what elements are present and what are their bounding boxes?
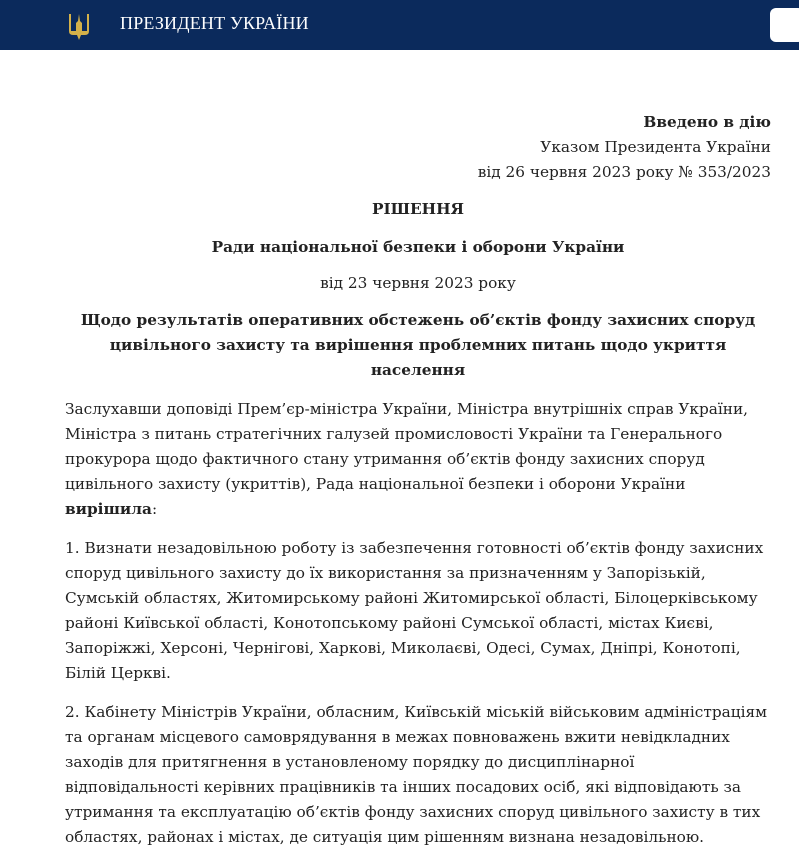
trident-icon[interactable]: [67, 11, 91, 41]
search-icon: [770, 8, 799, 42]
enacted-by-line: Указом Президента України: [540, 138, 771, 156]
site-title[interactable]: ПРЕЗИДЕНТ УКРАЇНИ: [120, 13, 309, 33]
council-name: Ради національної безпеки і оборони України: [211, 238, 625, 256]
enacted-date-line: від 26 червня 2023 року № 353/2023: [477, 163, 771, 181]
enacted-line: Введено в дію: [643, 113, 771, 131]
intro-text: Заслухавши доповіді Прем’єр-міністра України, Міністра внутрішніх справ України, Міністра з питань стратегічних галузей промисловості України та Генерального прокурора щодо фактичного стану утримання об’єктів фонду захисних споруд цивільного захисту (укриттів), Рада національної безпеки і оборони України: [65, 400, 748, 493]
paragraph-2: 2. Кабінету Міністрів України, обласним, Київській міській військовим адміністраціям та органам місцевого самоврядування в межах повноважень вжити невідкладних заходів для притягнення в установленому порядку до дисциплінарної відповідальності керівних працівників та інших посадових осіб, які відповідають за утримання та експлуатацію об’єктів фонду захисних споруд цивільного захисту в тих областях, районах і містах, де ситуація цим рішенням визнана незадовільною.: [65, 703, 768, 846]
intro-paragraph: [65, 397, 771, 522]
search-button[interactable]: [770, 8, 799, 42]
document-subject: Щодо результатів оперативних обстежень об’єктів фонду захисних споруд цивільного захисту та вирішення проблемних питань щодо укриття населення: [80, 311, 756, 379]
document-date: від 23 червня 2023 року: [320, 274, 516, 292]
document-body: [65, 110, 771, 850]
decided-word: вирішила: [65, 500, 152, 518]
paragraph-1: 1. Визнати незадовільною роботу із забезпечення готовності об’єктів фонду захисних споруд цивільного захисту до їх використання за призначенням у Запорізькій, Сумській областях, Житомирському районі Житомирської області, Білоцерківському районі Київської області, Конотопському районі Сумської області, містах Києві, Запоріжжі, Херсоні, Чернігові, Харкові, Миколаєві, Одесі, Сумах, Дніпрі, Конотопі, Білій Церкві.: [65, 539, 764, 682]
site-header: [0, 0, 799, 50]
decided-suffix: :: [151, 500, 158, 518]
enactment-stamp: [65, 110, 771, 185]
document-title: РІШЕННЯ: [371, 200, 465, 218]
